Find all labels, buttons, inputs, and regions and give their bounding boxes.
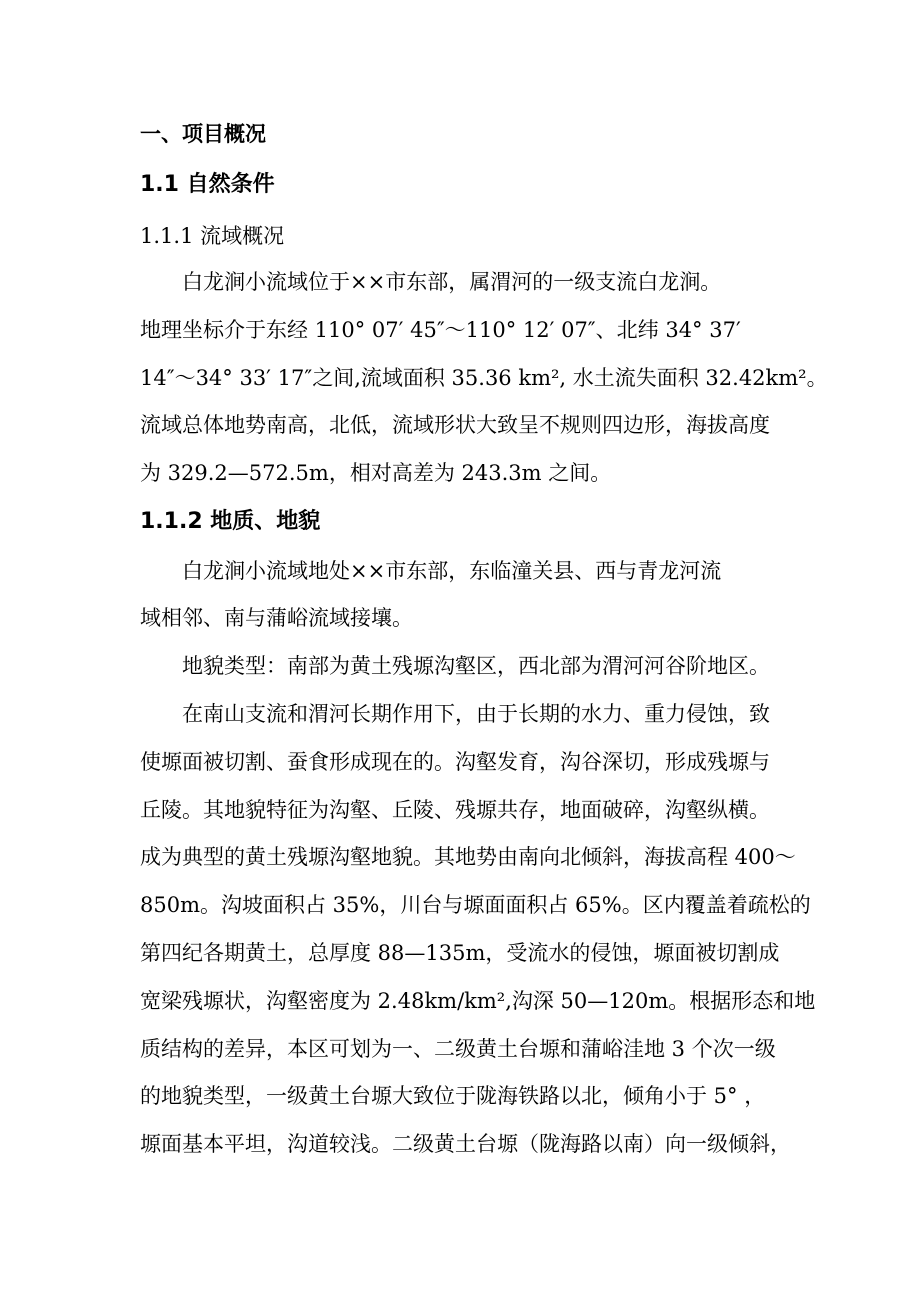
paragraph-line: 丘陵。其地貌特征为沟壑、丘陵、残塬共存，地面破碎，沟壑纵横。 [140,798,770,822]
paragraph-line: 在南山支流和渭河长期作用下，由于长期的水力、重力侵蚀，致 [182,702,770,726]
paragraph-line: 地貌类型：南部为黄土残塬沟壑区，西北部为渭河河谷阶地区。 [182,654,770,678]
paragraph-line: 质结构的差异，本区可划为一、二级黄土台塬和蒲峪洼地 3 个次一级 [140,1037,776,1061]
paragraph-line: 宽梁残塬状，沟壑密度为 2.48km/km²,沟深 50—120m。根据形态和地 [140,989,816,1013]
paragraph-line: 的地貌类型，一级黄土台塬大致位于陇海铁路以北，倾角小于 5° ， [140,1084,766,1108]
paragraph-line: 14″～34° 33′ 17″之间,流域面积 35.36 km², 水土流失面积 32.42km²。 [140,366,828,390]
paragraph-line: 白龙涧小流域位于××市东部，属渭河的一级支流白龙涧。 [182,270,722,294]
paragraph-line: 850m。沟坡面积占 35%，川台与塬面面积占 65%。区内覆盖着疏松的 [140,893,811,917]
heading-natural-conditions: 1.1 自然条件 [140,172,275,197]
heading-geology-landform: 1.1.2 地质、地貌 [140,509,321,534]
paragraph-line: 为 329.2—572.5m，相对高差为 243.3m 之间。 [140,461,612,485]
paragraph-line: 白龙涧小流域地处××市东部，东临潼关县、西与青龙河流 [182,559,722,583]
paragraph-line: 成为典型的黄土残塬沟壑地貌。其地势由南向北倾斜，海拔高程 400～ [140,845,796,869]
paragraph-line: 塬面基本平坦，沟道较浅。二级黄土台塬（陇海路以南）向一级倾斜， [140,1132,791,1156]
heading-basin-overview: 1.1.1 流域概况 [140,224,285,248]
paragraph-line: 第四纪各期黄土，总厚度 88—135m，受流水的侵蚀，塬面被切割成 [140,941,780,965]
paragraph-line: 地理坐标介于东经 110° 07′ 45″～110° 12′ 07″、北纬 34° 37′ [140,318,741,342]
paragraph-line: 使塬面被切割、蚕食形成现在的。沟壑发育，沟谷深切，形成残塬与 [140,750,770,774]
heading-project-overview: 一、项目概况 [140,122,266,146]
paragraph-line: 域相邻、南与蒲峪流域接壤。 [140,606,413,630]
paragraph-line: 流域总体地势南高，北低，流域形状大致呈不规则四边形，海拔高度 [140,413,770,437]
